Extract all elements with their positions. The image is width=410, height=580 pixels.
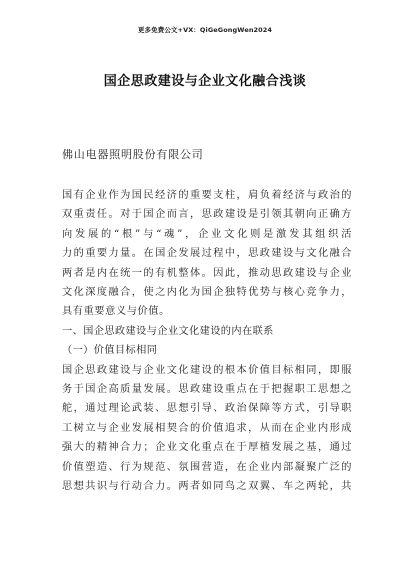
body-paragraph	[62, 361, 352, 497]
text-line: 两者是内在统一的有机整体。因此，推动思政建设与企业	[62, 267, 352, 279]
text-line: 文化深度融合，使之内化为国企独特优势与核心竞争力，	[62, 287, 352, 299]
text-line: 舵，通过理论武装、思想引导、政治保障等方式，引导职	[62, 403, 352, 415]
document-title: 国企思政建设与企业文化融合浅谈	[103, 74, 307, 89]
text-line: 双重责任。对于国企而言，思政建设是引领其朝向正确方	[62, 209, 352, 221]
text-line: 思想共识与行动合力。两者如同鸟之双翼、车之两轮，共	[62, 481, 352, 493]
text-line: 务于国企高质量发展。思政建设重点在于把握职工思想之	[62, 384, 352, 396]
sub-heading: （一）价值目标相同	[62, 345, 158, 357]
text-line: 具有重要意义与价值。	[62, 306, 170, 318]
section-heading: 一、国企思政建设与企业文化建设的内在联系	[62, 325, 274, 337]
text-line: 国企思政建设与企业文化建设的根本价值目标相同，即服	[62, 364, 352, 376]
text-line: 力的重要力量。在国企发展过程中，思政建设与文化融合	[62, 248, 352, 260]
text-line: 强大的精神合力；企业文化重点在于厚植发展之基，通过	[62, 442, 352, 454]
header-note: 更多免费公文+VX：QiGeGongWen2024	[137, 26, 273, 34]
text-line: 国有企业作为国民经济的重要支柱，肩负着经济与政治的	[62, 190, 352, 201]
intro-paragraph	[62, 186, 352, 322]
text-line: 工树立与企业发展相契合的价值追求，从而在企业内形成	[62, 422, 352, 434]
company-name: 佛山电器照明股份有限公司	[62, 148, 204, 161]
text-line: 向发展的“根”与“魂”，企业文化则是激发其组织活	[62, 228, 352, 240]
document-body	[62, 186, 352, 497]
text-line: 价值塑造、行为规范、氛围营造，在企业内部凝聚广泛的	[62, 461, 352, 473]
